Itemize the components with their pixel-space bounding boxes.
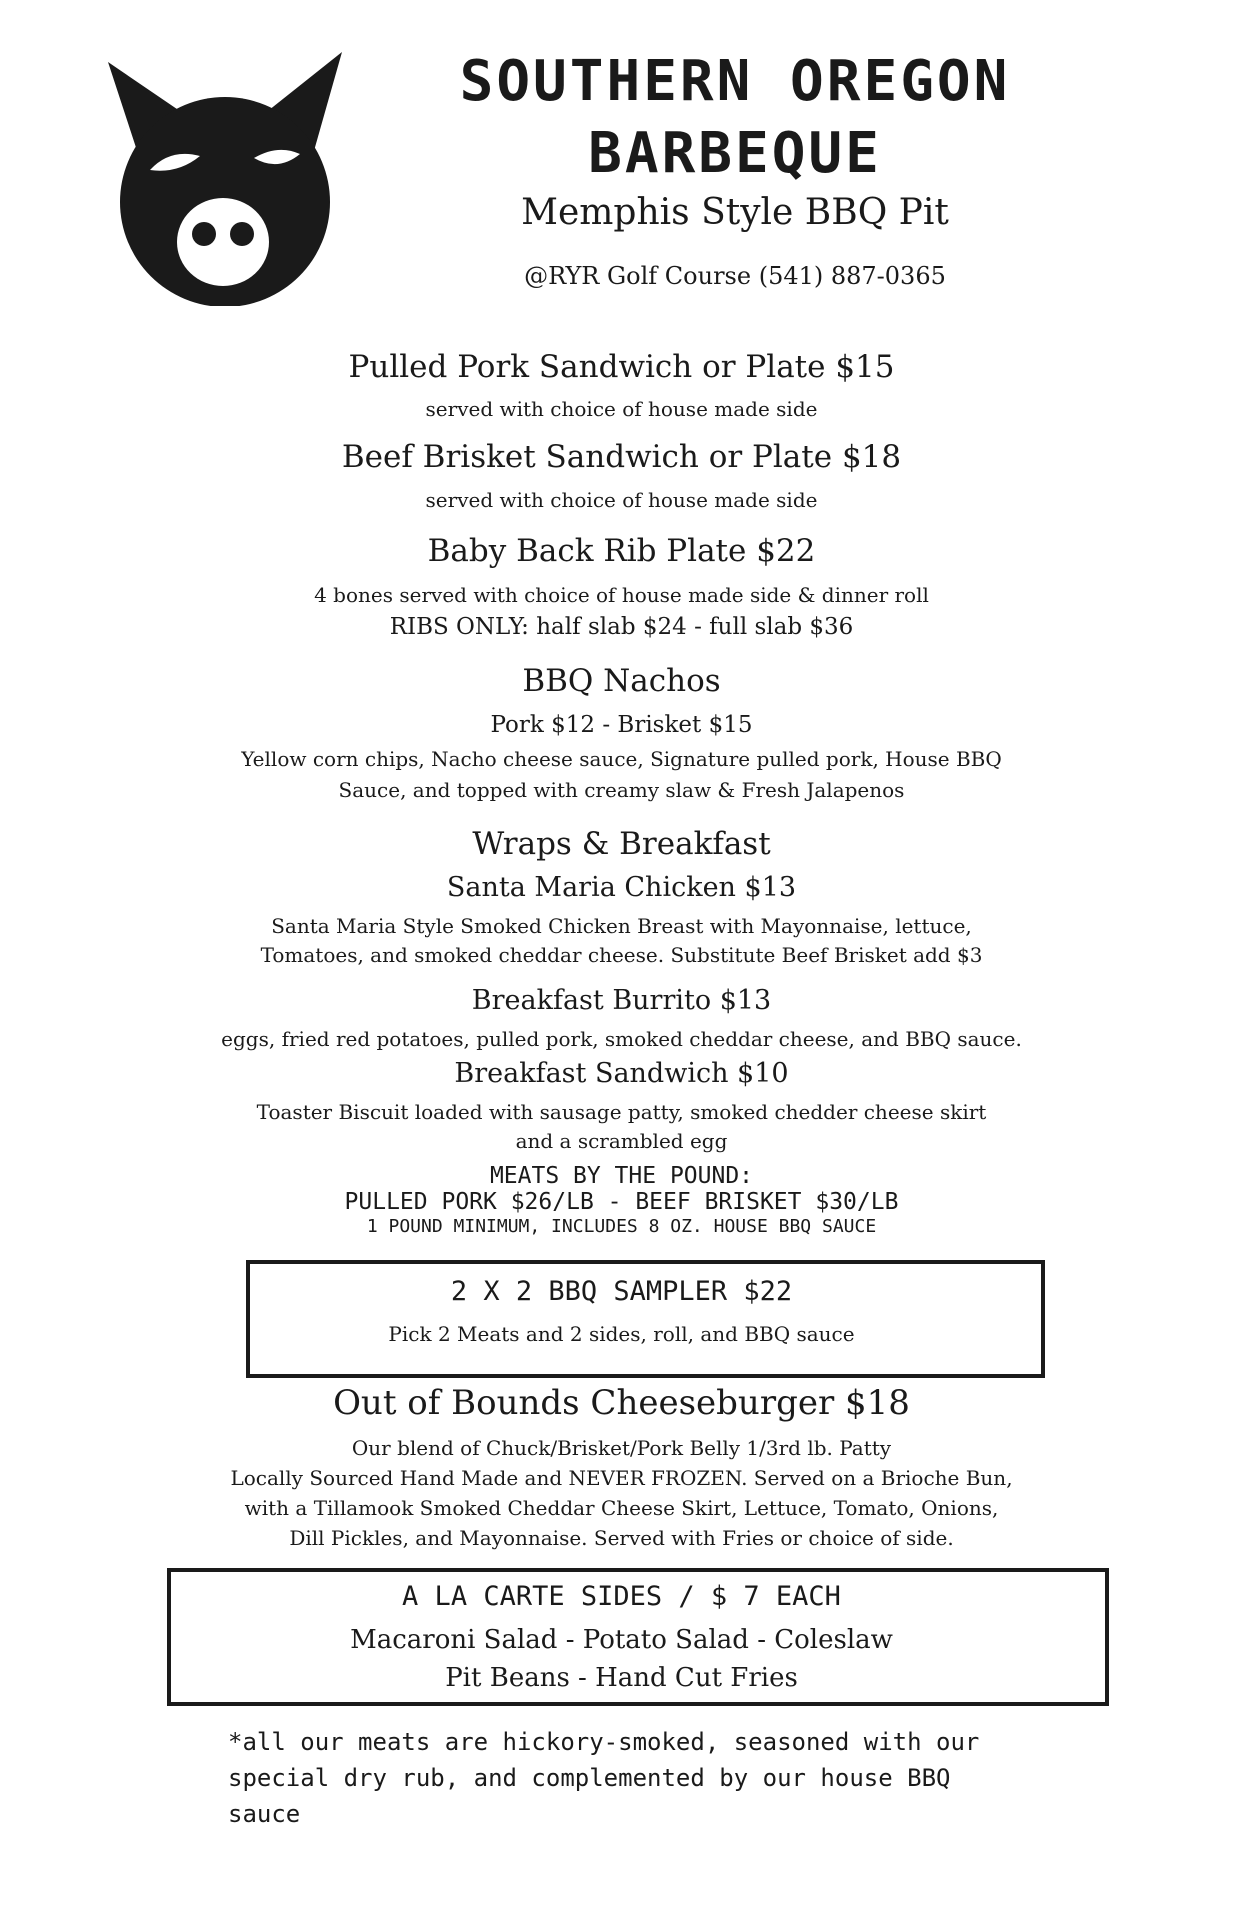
meats-heading: MEATS BY THE POUND: [489,1163,754,1189]
menu-item-desc: Tomatoes, and smoked cheddar cheese. Substitute Beef Brisket add $3 [260,943,983,967]
burger-desc-line: Dill Pickles, and Mayonnaise. Served with Fries or choice of side. [289,1526,954,1550]
menu-item-desc: Sauce, and topped with creamy slaw & Fresh Jalapenos [338,778,905,802]
sides-heading: A LA CARTE SIDES / $ 7 EACH [402,1581,841,1612]
sides-list-line: Macaroni Salad - Potato Salad - Coleslaw [350,1625,893,1655]
nachos-prices: Pork $12 - Brisket $15 [490,712,753,738]
burger-desc-line: with a Tillamook Smoked Cheddar Cheese Skirt, Lettuce, Tomato, Onions, [244,1496,999,1520]
meats-prices: PULLED PORK $26/LB - BEEF BRISKET $30/LB [344,1189,899,1215]
restaurant-name-line1: SOUTHERN OREGON [459,49,1011,114]
footnote-line: *all our meats are hickory-smoked, seasoned with our [228,1728,980,1756]
restaurant-name-line2: BARBEQUE [588,121,882,186]
menu-item-title: Breakfast Burrito $13 [471,985,772,1016]
menu-item-desc: Yellow corn chips, Nacho cheese sauce, Signature pulled pork, House BBQ [241,747,1002,771]
restaurant-location: @RYR Golf Course (541) 887-0365 [524,262,946,290]
menu-item-title: BBQ Nachos [522,663,721,699]
menu-item-desc: served with choice of house made side [425,397,818,421]
burger-title: Out of Bounds Cheeseburger $18 [333,1383,910,1423]
meats-note: 1 POUND MINIMUM, INCLUDES 8 OZ. HOUSE BBQ SAUCE [366,1216,877,1237]
menu-item-title: Santa Maria Chicken $13 [446,872,797,903]
menu-item-title: Breakfast Sandwich $10 [454,1058,789,1089]
restaurant-subtitle: Memphis Style BBQ Pit [521,192,949,233]
burger-desc-line: Our blend of Chuck/Brisket/Pork Belly 1/3rd lb. Patty [351,1436,892,1460]
menu-item-desc: served with choice of house made side [425,488,818,512]
ribs-only-prices: RIBS ONLY: half slab $24 - full slab $36 [389,614,854,640]
menu-item-desc: Toaster Biscuit loaded with sausage patty, smoked chedder cheese skirt [256,1100,987,1124]
menu-item-title: Beef Brisket Sandwich or Plate $18 [341,439,902,475]
menu-item-title: Baby Back Rib Plate $22 [427,533,816,569]
menu-item-desc: and a scrambled egg [515,1129,728,1153]
menu-item-desc: Santa Maria Style Smoked Chicken Breast with Mayonnaise, lettuce, [271,914,972,938]
menu-item-desc: eggs, fried red potatoes, pulled pork, smoked cheddar cheese, and BBQ sauce. [221,1027,1022,1051]
sampler-desc: Pick 2 Meats and 2 sides, roll, and BBQ sauce [388,1322,855,1346]
burger-desc-line: Locally Sourced Hand Made and NEVER FROZEN. Served on a Brioche Bun, [230,1466,1013,1490]
pig-face-icon [108,52,342,306]
section-heading-wraps: Wraps & Breakfast [472,826,771,862]
footnote-line: special dry rub, and complemented by our house BBQ sauce [228,1764,951,1828]
sides-list-line: Pit Beans - Hand Cut Fries [445,1663,798,1693]
menu-item-title: Pulled Pork Sandwich or Plate $15 [348,349,895,385]
menu-item-desc: 4 bones served with choice of house made side & dinner roll [314,583,929,607]
sampler-title: 2 X 2 BBQ SAMPLER $22 [450,1276,793,1307]
